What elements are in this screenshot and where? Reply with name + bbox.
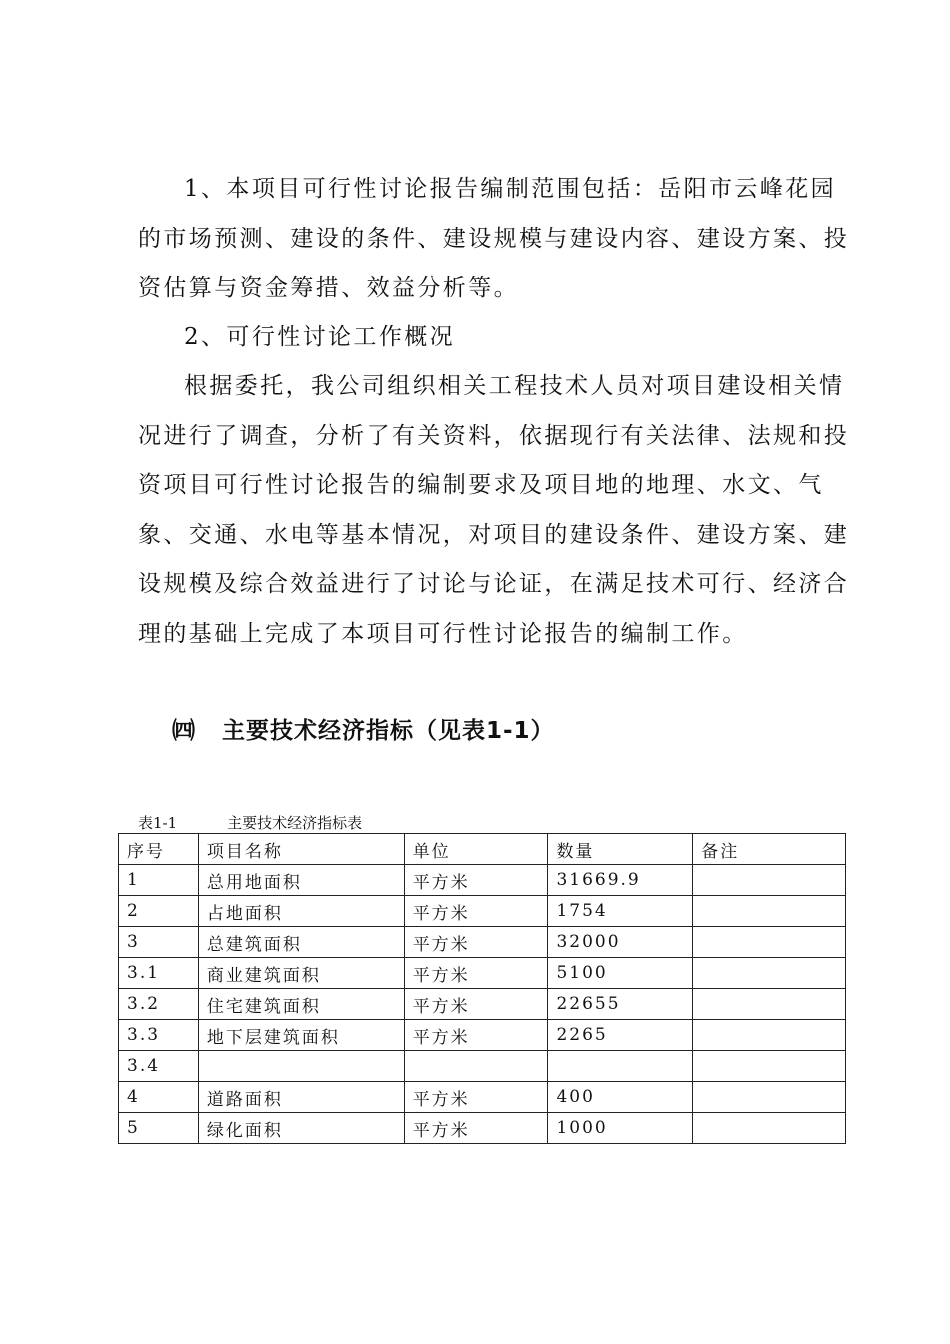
cell-remark	[693, 1082, 846, 1113]
cell-unit	[404, 1051, 548, 1082]
cell-quantity: 22655	[548, 989, 693, 1020]
table-row	[119, 1020, 846, 1051]
cell-index: 3	[119, 927, 199, 958]
cell-index: 5	[119, 1113, 199, 1144]
table-caption-label: 表1-1	[138, 814, 178, 832]
cell-unit: 平方米	[404, 958, 548, 989]
table-row	[119, 896, 846, 927]
cell-unit: 平方米	[404, 989, 548, 1020]
cell-index: 3.2	[119, 989, 199, 1020]
cell-quantity: 32000	[548, 927, 693, 958]
cell-unit: 平方米	[404, 1082, 548, 1113]
section-title: 主要技术经济指标（见表1-1）	[222, 718, 555, 744]
cell-quantity	[548, 1051, 693, 1082]
paragraph-overview-body: 根据委托，我公司组织相关工程技术人员对项目建设相关情况进行了调查，分析了有关资料，依据现行有关法律、法规和投资项目可行性讨论报告的编制要求及项目地的地理、水文、气象、交通、水电等基本情况，对项目的建设条件、建设方案、建设规模及综合效益进行了讨论与论证，在满足技术可行、经济合理的基础上完成了本项目可行性讨论报告的编制工作。	[138, 373, 850, 647]
cell-name: 总用地面积	[198, 865, 404, 896]
table-row	[119, 958, 846, 989]
cell-unit: 平方米	[404, 896, 548, 927]
paragraph-overview-heading: 2、可行性讨论工作概况	[184, 324, 456, 350]
table-row	[119, 989, 846, 1020]
cell-index: 3.3	[119, 1020, 199, 1051]
cell-name: 商业建筑面积	[198, 958, 404, 989]
cell-name: 绿化面积	[198, 1113, 404, 1144]
header-cell-unit: 单位	[404, 834, 548, 865]
header-cell-quantity: 数量	[548, 834, 693, 865]
table-caption-title: 主要技术经济指标表	[227, 814, 363, 832]
section-heading	[172, 712, 555, 745]
header-cell-index: 序号	[119, 834, 199, 865]
cell-unit: 平方米	[404, 927, 548, 958]
cell-quantity: 400	[548, 1082, 693, 1113]
cell-name: 占地面积	[198, 896, 404, 927]
cell-name: 道路面积	[198, 1082, 404, 1113]
cell-quantity: 2265	[548, 1020, 693, 1051]
table-row	[119, 865, 846, 896]
cell-quantity: 1754	[548, 896, 693, 927]
cell-index: 3.4	[119, 1051, 199, 1082]
cell-unit: 平方米	[404, 865, 548, 896]
cell-name	[198, 1051, 404, 1082]
cell-unit: 平方米	[404, 1113, 548, 1144]
table-header-row	[119, 834, 846, 865]
cell-remark	[693, 1113, 846, 1144]
cell-remark	[693, 1020, 846, 1051]
header-cell-remark: 备注	[693, 834, 846, 865]
cell-unit: 平方米	[404, 1020, 548, 1051]
table-row	[119, 927, 846, 958]
cell-remark	[693, 896, 846, 927]
cell-name: 总建筑面积	[198, 927, 404, 958]
cell-index: 1	[119, 865, 199, 896]
section-number: ㈣	[172, 718, 196, 744]
header-cell-name: 项目名称	[198, 834, 404, 865]
cell-name: 地下层建筑面积	[198, 1020, 404, 1051]
cell-index: 4	[119, 1082, 199, 1113]
indicator-table	[118, 833, 846, 1144]
cell-quantity: 1000	[548, 1113, 693, 1144]
cell-remark	[693, 865, 846, 896]
cell-remark	[693, 927, 846, 958]
table-row	[119, 1082, 846, 1113]
cell-remark	[693, 989, 846, 1020]
table-row	[119, 1113, 846, 1144]
table-caption	[138, 812, 362, 833]
cell-quantity: 5100	[548, 958, 693, 989]
cell-index: 2	[119, 896, 199, 927]
table-row	[119, 1051, 846, 1082]
cell-index: 3.1	[119, 958, 199, 989]
cell-name: 住宅建筑面积	[198, 989, 404, 1020]
cell-quantity: 31669.9	[548, 865, 693, 896]
cell-remark	[693, 1051, 846, 1082]
cell-remark	[693, 958, 846, 989]
paragraph-scope: 1、本项目可行性讨论报告编制范围包括：岳阳市云峰花园的市场预测、建设的条件、建设规模与建设内容、建设方案、投资估算与资金筹措、效益分析等。	[138, 176, 850, 301]
